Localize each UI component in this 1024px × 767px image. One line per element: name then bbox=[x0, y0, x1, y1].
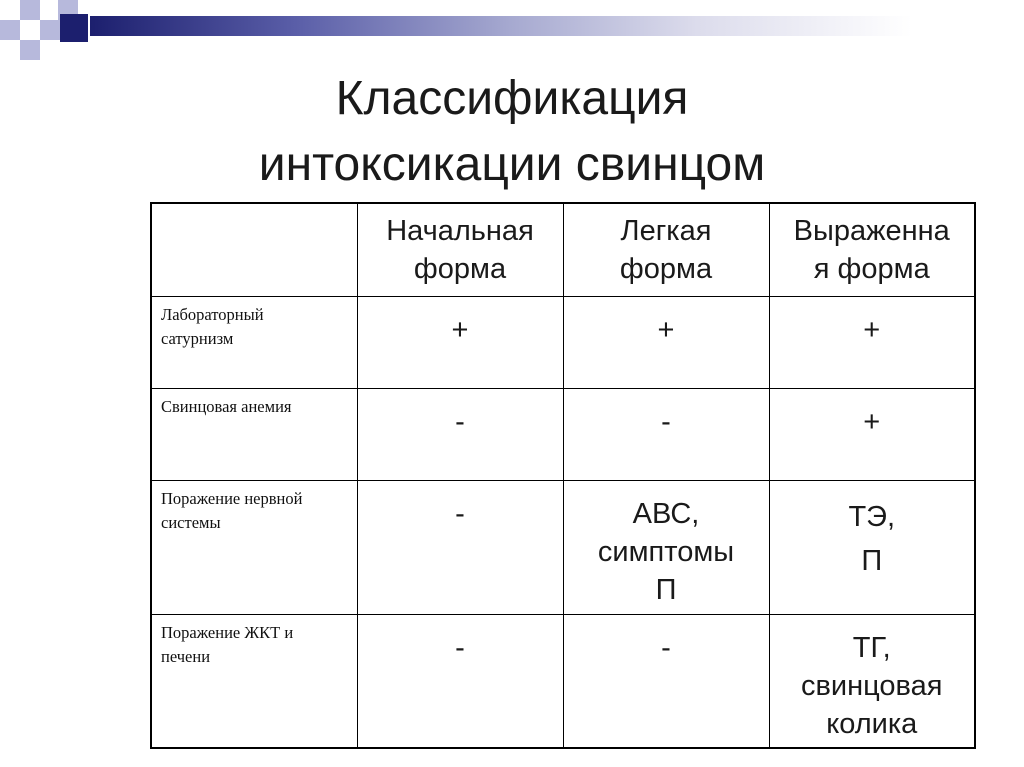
table-header-row bbox=[151, 203, 975, 296]
table-cell bbox=[357, 480, 563, 614]
row-label bbox=[151, 614, 357, 748]
row-label bbox=[151, 388, 357, 480]
header-line: я форма bbox=[813, 253, 930, 285]
row-label-line: Свинцовая анемия bbox=[161, 396, 292, 416]
table-cell bbox=[563, 388, 769, 480]
cell-value: П bbox=[861, 544, 883, 577]
cell-value: + bbox=[451, 313, 469, 346]
cell-value: - bbox=[455, 631, 465, 664]
cell-value: + bbox=[863, 313, 881, 346]
table-cell bbox=[357, 296, 563, 388]
cell-value: + bbox=[657, 313, 675, 346]
table-row bbox=[151, 296, 975, 388]
header-cell-initial bbox=[357, 203, 563, 296]
header-line: форма bbox=[619, 253, 713, 285]
cell-value: ТГ, bbox=[852, 631, 891, 664]
header-line: форма bbox=[413, 253, 507, 285]
row-label-line: Поражение ЖКТ и bbox=[161, 622, 294, 642]
header-cell-mild bbox=[563, 203, 769, 296]
decor-square bbox=[0, 0, 20, 20]
cell-value: - bbox=[661, 631, 671, 664]
cell-value: колика bbox=[826, 707, 918, 740]
decor-square bbox=[60, 14, 88, 42]
row-label bbox=[151, 480, 357, 614]
header-line: Выраженна bbox=[793, 215, 950, 247]
cell-value: - bbox=[455, 405, 465, 438]
decor-square bbox=[0, 20, 20, 40]
cell-value: свинцовая bbox=[801, 669, 943, 702]
row-label-line: Лабораторный bbox=[161, 304, 264, 324]
table-cell bbox=[563, 296, 769, 388]
classification-table bbox=[150, 202, 976, 749]
header-gradient-bar bbox=[90, 16, 1024, 36]
table-row bbox=[151, 480, 975, 614]
decor-square bbox=[40, 0, 58, 20]
header-cell-severe bbox=[769, 203, 975, 296]
header-corner-cell bbox=[151, 203, 357, 296]
title-line-2: интоксикации свинцом bbox=[258, 138, 766, 191]
row-label-line: сатурнизм bbox=[161, 328, 234, 348]
header-line: Начальная bbox=[386, 215, 534, 247]
row-label bbox=[151, 296, 357, 388]
decor-square bbox=[40, 20, 60, 40]
table-cell bbox=[357, 614, 563, 748]
row-label-line: Поражение нервной bbox=[161, 488, 303, 508]
header-line: Легкая bbox=[620, 215, 712, 247]
cell-value: ТЭ, bbox=[848, 500, 896, 533]
cell-value: - bbox=[661, 405, 671, 438]
slide-title bbox=[0, 66, 1024, 198]
table-cell bbox=[769, 388, 975, 480]
cell-value: симптомы bbox=[597, 535, 735, 568]
cell-value: - bbox=[455, 497, 465, 530]
table-cell bbox=[769, 480, 975, 614]
row-label-line: печени bbox=[161, 646, 211, 666]
table-cell bbox=[563, 614, 769, 748]
table-cell bbox=[769, 614, 975, 748]
decor-square bbox=[20, 0, 40, 20]
table-cell bbox=[357, 388, 563, 480]
table-row bbox=[151, 614, 975, 748]
table-row bbox=[151, 388, 975, 480]
table-cell bbox=[563, 480, 769, 614]
cell-value: АВС, bbox=[632, 497, 700, 530]
decor-square bbox=[20, 40, 40, 60]
title-line-1: Классификация bbox=[335, 72, 689, 125]
cell-value: П bbox=[655, 573, 677, 606]
cell-value: + bbox=[863, 405, 881, 438]
table-cell bbox=[769, 296, 975, 388]
row-label-line: системы bbox=[161, 512, 221, 532]
